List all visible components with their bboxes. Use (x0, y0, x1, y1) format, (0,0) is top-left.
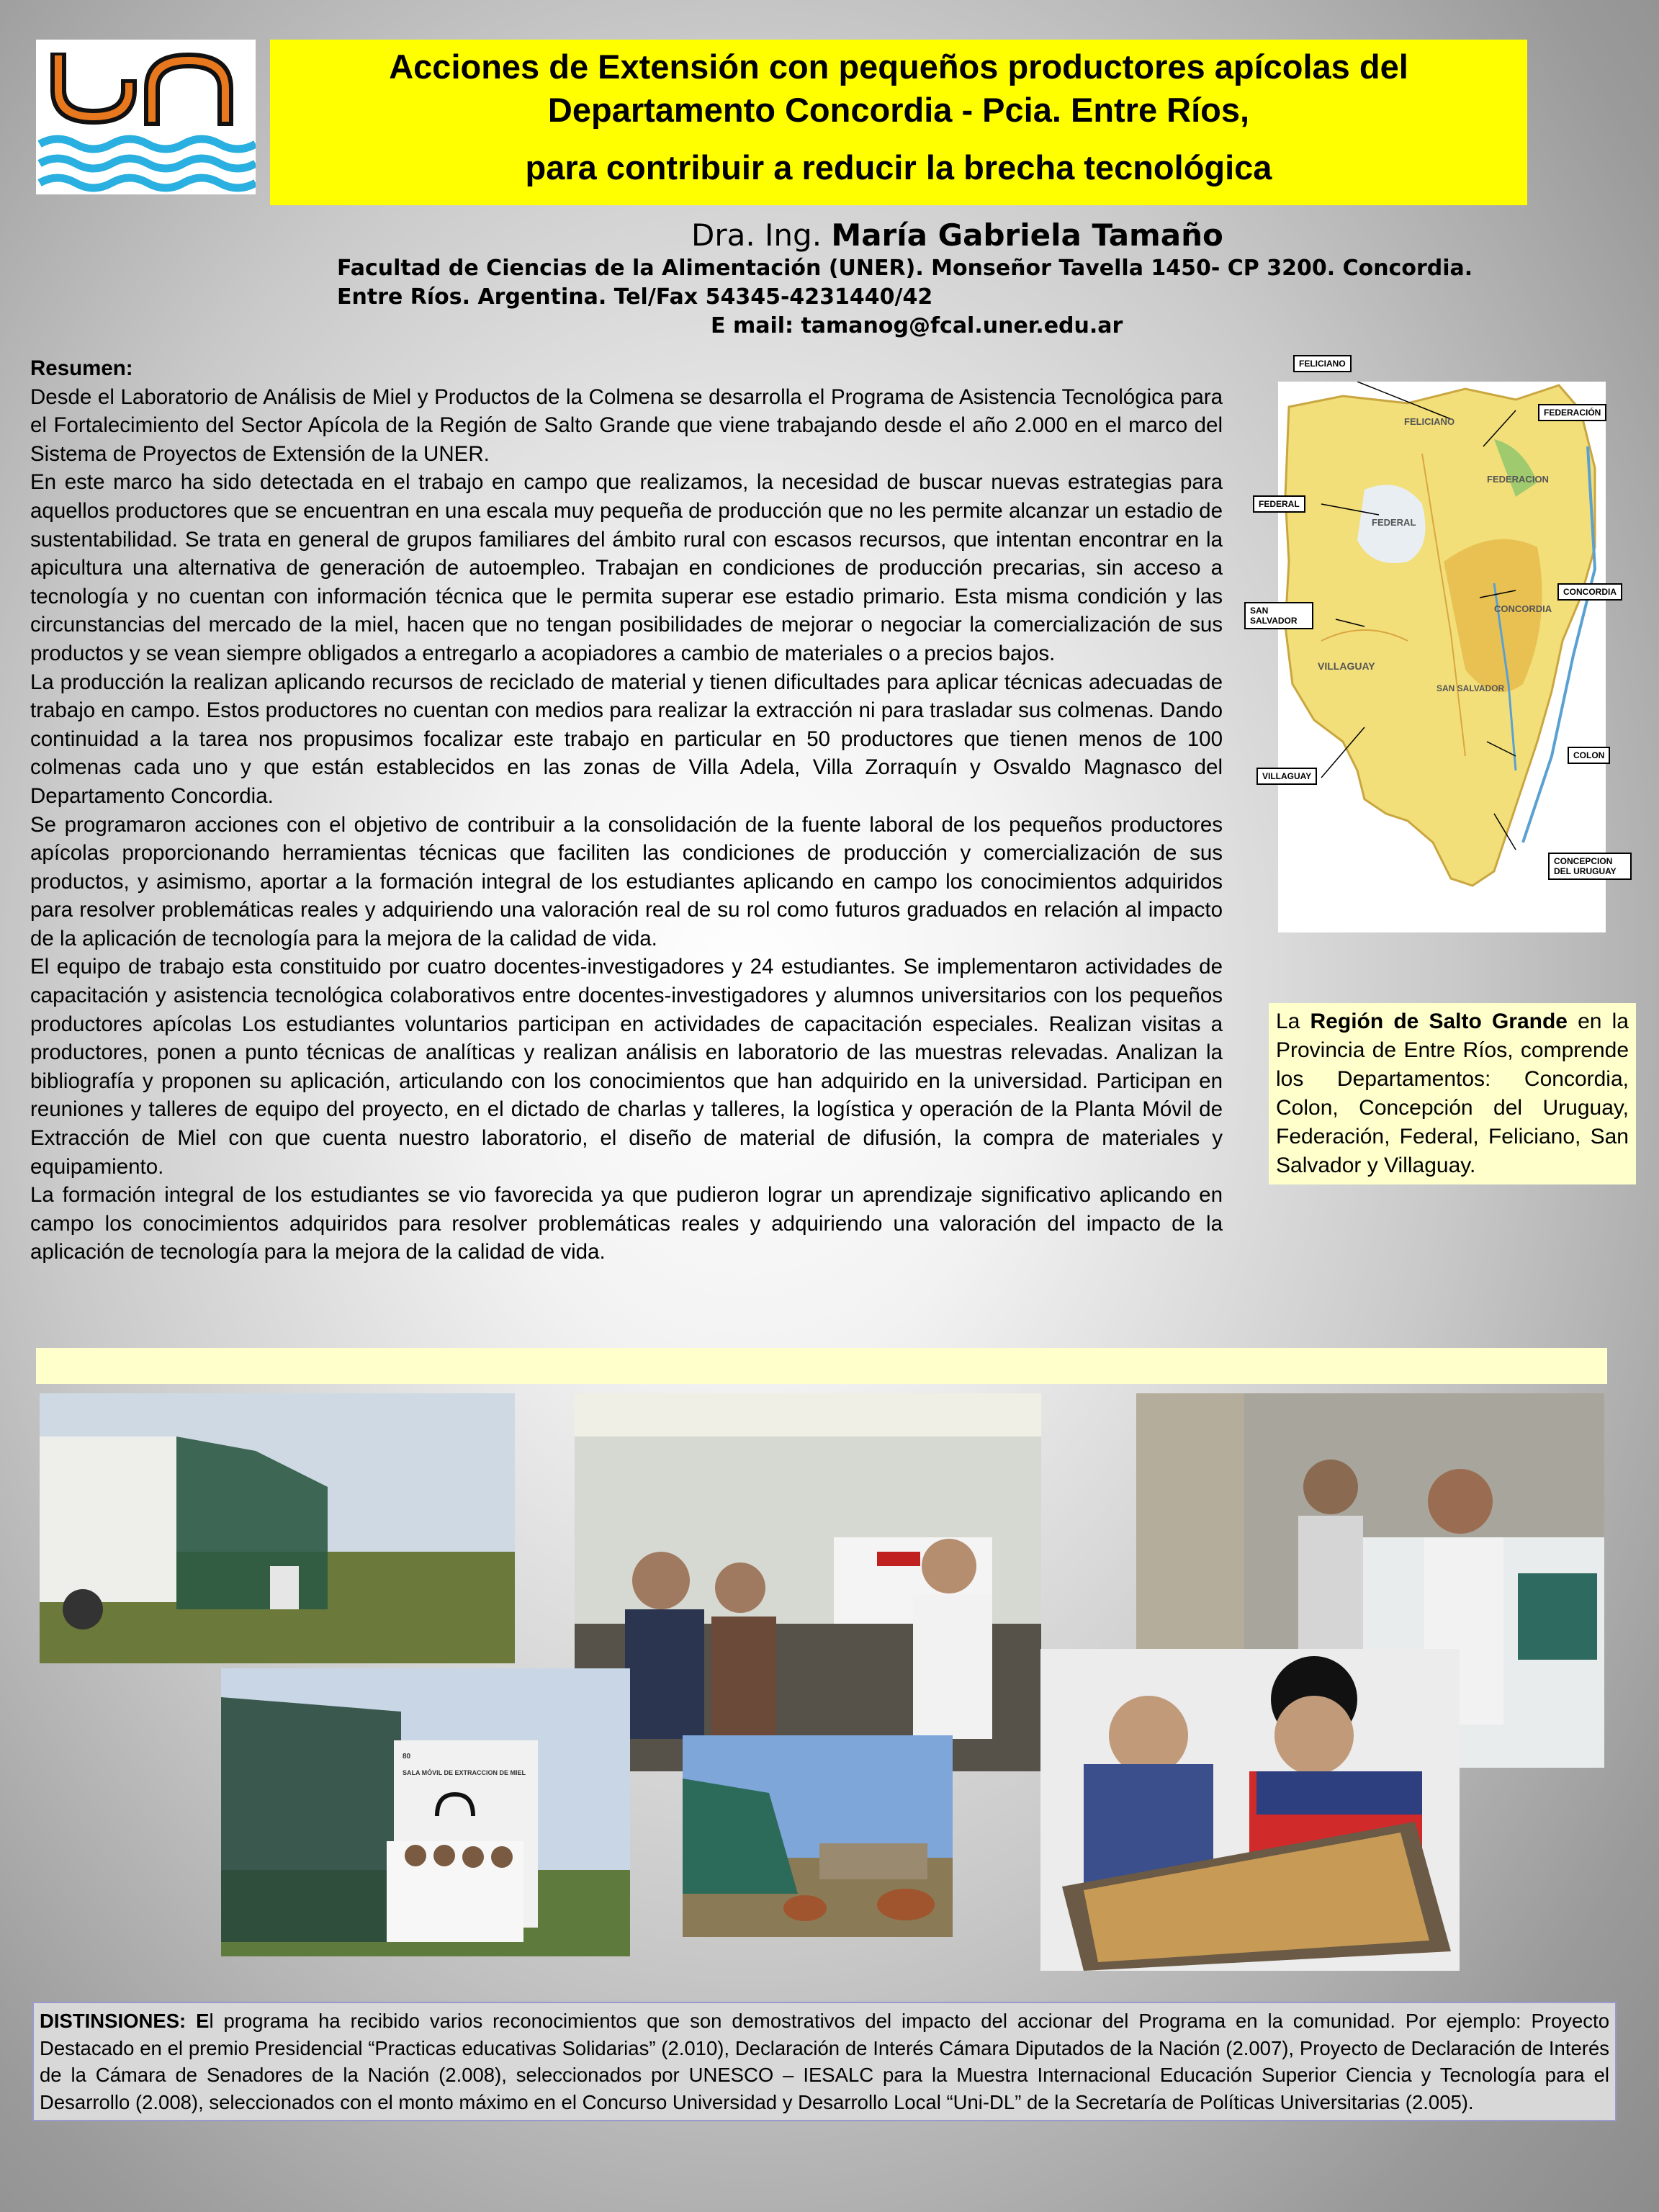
photo-mobile-extraction-room (221, 1668, 630, 1956)
map-label-feliciano: FELICIANO (1293, 355, 1352, 372)
author-name: María Gabriela Tamaño (831, 217, 1223, 253)
region-map (1278, 382, 1606, 932)
author-prefix: Dra. Ing. (691, 217, 832, 253)
email: E mail: tamanog@fcal.uner.edu.ar (711, 313, 1123, 338)
map-label-colon: COLON (1568, 747, 1610, 764)
region-text: en la Provincia de Entre Ríos, comprende los Departamentos: Concordia, Colon, Concepción del Uruguay, Federación, Federal, Feliciano, San Salvador y Villaguay. (1276, 1010, 1629, 1177)
affiliation-line-1: Facultad de Ciencias de la Alimentación (UNER). Monseñor Tavella 1450- CP 3200. Concordia. (337, 256, 1473, 281)
abstract-paragraph: Se programaron acciones con el objetivo de contribuir a la consolidación de la fuente laboral de los pequeños productores apícolas proporcionando herramientas técnicas que faciliten las condiciones de producción y comercialización de sus productos, y asimismo, aportar a la formación integral de los estudiantes aplicando en campo los conocimientos adquiridos para resolver problemáticas reales y adquiriendo una valoración real de su rol como futuros graduados en relación al impacto de la aplicación de tecnología para la mejora de la calidad de vida. (30, 812, 1223, 950)
region-description (1269, 1003, 1636, 1184)
map-region-name: FEDERACION (1487, 474, 1549, 485)
abstract-paragraph: La formación integral de los estudiantes se vio favorecida ya que pudieron lograr un aprendizaje significativo aplicando en campo los conocimientos adquiridos para resolver problemáticas reales y adquiriendo una valoración del impacto de la aplicación de tecnología para la mejora de la calidad de vida. (30, 1183, 1223, 1264)
abstract-paragraph: El equipo de trabajo esta constituido por cuatro docentes-investigadores y 24 estudiantes. Se implementaron actividades de capacitación y asistencia tecnológica colaborativos entre docentes-investigadores y alumnos universitarios con los pequeños productores apícolas Los estudiantes voluntarios participan en actividades de capacitación especiales. Realizan visitas a productores, ponen a punto técnicas de analíticas y realizan análisis en laboratorio de las muestras relevadas. Analizan la bibliografía y proponen su aplicación, articulando con los conocimientos que han adquirido en la universidad. Participan en reuniones y talleres de equipo del proyecto, en el dictado de charlas y talleres, la logística y operación de la Planta Móvil de Extracción de Miel con que cuenta nuestro laboratorio, el diseño de material de difusión, la compra de materiales y equipamiento. (30, 955, 1223, 1179)
distinctions-label: DISTINSIONES: E (40, 2010, 210, 2032)
photo-laboratory (575, 1393, 1041, 1771)
map-label-federacion: FEDERACIÓN (1538, 404, 1606, 421)
region-prefix: La (1276, 1010, 1310, 1033)
map-label-federal: FEDERAL (1253, 495, 1305, 513)
abstract-paragraph: En este marco ha sido detectada en el trabajo en campo que realizamos, la necesidad de buscar nuevas estrategias para aquellos productores que se encuentran en una escala muy pequeña de producción que no les permite alcanzar un estadio de sustentabilidad. Se trata en general de grupos familiares del ámbito rural con escasos recursos, que intentan encontrar en la apicultura una alternativa de generación de autoempleo. Trabajan en condiciones de producción precarias, sin acceso a tecnología y no cuentan con información técnica que le permita superar ese estadio primario. Esta misma condición y las circunstancias del mercado de la miel, hacen que no tengan posibilidades de mejorar o negociar la comercialización de sus productos y se vean siempre obligados a entregarlo a acopiadores a cambio de materiales o a precios bajos. (30, 470, 1223, 665)
map-label-concepcion: CONCEPCION DEL URUGUAY (1548, 853, 1632, 880)
region-name: Región de Salto Grande (1310, 1010, 1568, 1033)
title-line-2: Departamento Concordia - Pcia. Entre Ríos, (547, 91, 1250, 130)
map-region-name: FEDERAL (1372, 517, 1416, 528)
map-region-name: SAN SALVADOR (1437, 683, 1505, 693)
uner-logo (36, 40, 256, 194)
photo-field-visit (683, 1735, 953, 1937)
distinctions-text: l programa ha recibido varios reconocimientos que son demostrativos del impacto del accionar del Programa en la comunidad. Por ejemplo: Proyecto Destacado en el premio Presidencial “Practicas educativas Solidarias” (2.010), Declaración de Interés Cámara Diputados de la Nación (2.007), Proyecto de Declaración de Interés de la Cámara de Senadores de la Nación (2.008), seleccionados por UNESCO – IESALC para la Muestra Internacional Educación Superior Ciencia y Tecnología para el Desarrollo (2.008), seleccionados con el monto máximo en el Concurso Universidad y Desarrollo Local “Uni-DL” de la Secretaría de Políticas Universitarias (2.005). (40, 2010, 1609, 2113)
trailer-sign: SALA MÓVIL DE EXTRACCION DE MIEL (403, 1769, 526, 1776)
map-label-san-salvador: SAN SALVADOR (1244, 602, 1313, 629)
map-region-name: VILLAGUAY (1318, 660, 1375, 672)
affiliation-line-2: Entre Ríos. Argentina. Tel/Fax 54345-4231440/42 (337, 284, 933, 310)
separator-strip (36, 1348, 1607, 1384)
map-region-name: FELICIANO (1404, 416, 1455, 427)
abstract-paragraph: Desde el Laboratorio de Análisis de Miel y Productos de la Colmena se desarrolla el Programa de Asistencia Tecnológica para el Fortalecimiento del Sector Apícola de la Región de Salto Grande que viene trabajando desde el año 2.000 en el marco del Sistema de Proyectos de Extensión de la UNER. (30, 385, 1223, 466)
abstract-paragraph: La producción la realizan aplicando recursos de reciclado de material y tienen dificultades para aplicar técnicas adecuadas de trabajo en campo. Estos productores no cuentan con medios para realizar la extracción ni para trasladar sus colmenas. Dando continuidad a la tarea nos propusimos focalizar este trabajo en particular en 50 productores que tienen menos de 100 colmenas cada uno y que están establecidos en las zonas de Villa Adela, Villa Zorraquín y Osvaldo Magnasco del Departamento Concordia. (30, 670, 1223, 808)
title-line-1: Acciones de Extensión con pequeños productores apícolas del (389, 48, 1408, 86)
title-line-3: para contribuir a reducir la brecha tecnológica (525, 148, 1272, 187)
title-banner (270, 40, 1527, 205)
photo-field-trailer (40, 1393, 515, 1663)
map-label-villaguay: VILLAGUAY (1256, 768, 1317, 785)
photo-honeycomb-frames (1040, 1649, 1460, 1971)
map-label-concordia: CONCORDIA (1557, 583, 1622, 601)
author (691, 217, 1223, 253)
distinctions (32, 2002, 1617, 2121)
map-region-name: CONCORDIA (1494, 603, 1552, 614)
abstract (30, 354, 1223, 1267)
trailer-number: 80 (403, 1753, 411, 1761)
abstract-heading: Resumen: (30, 356, 133, 380)
